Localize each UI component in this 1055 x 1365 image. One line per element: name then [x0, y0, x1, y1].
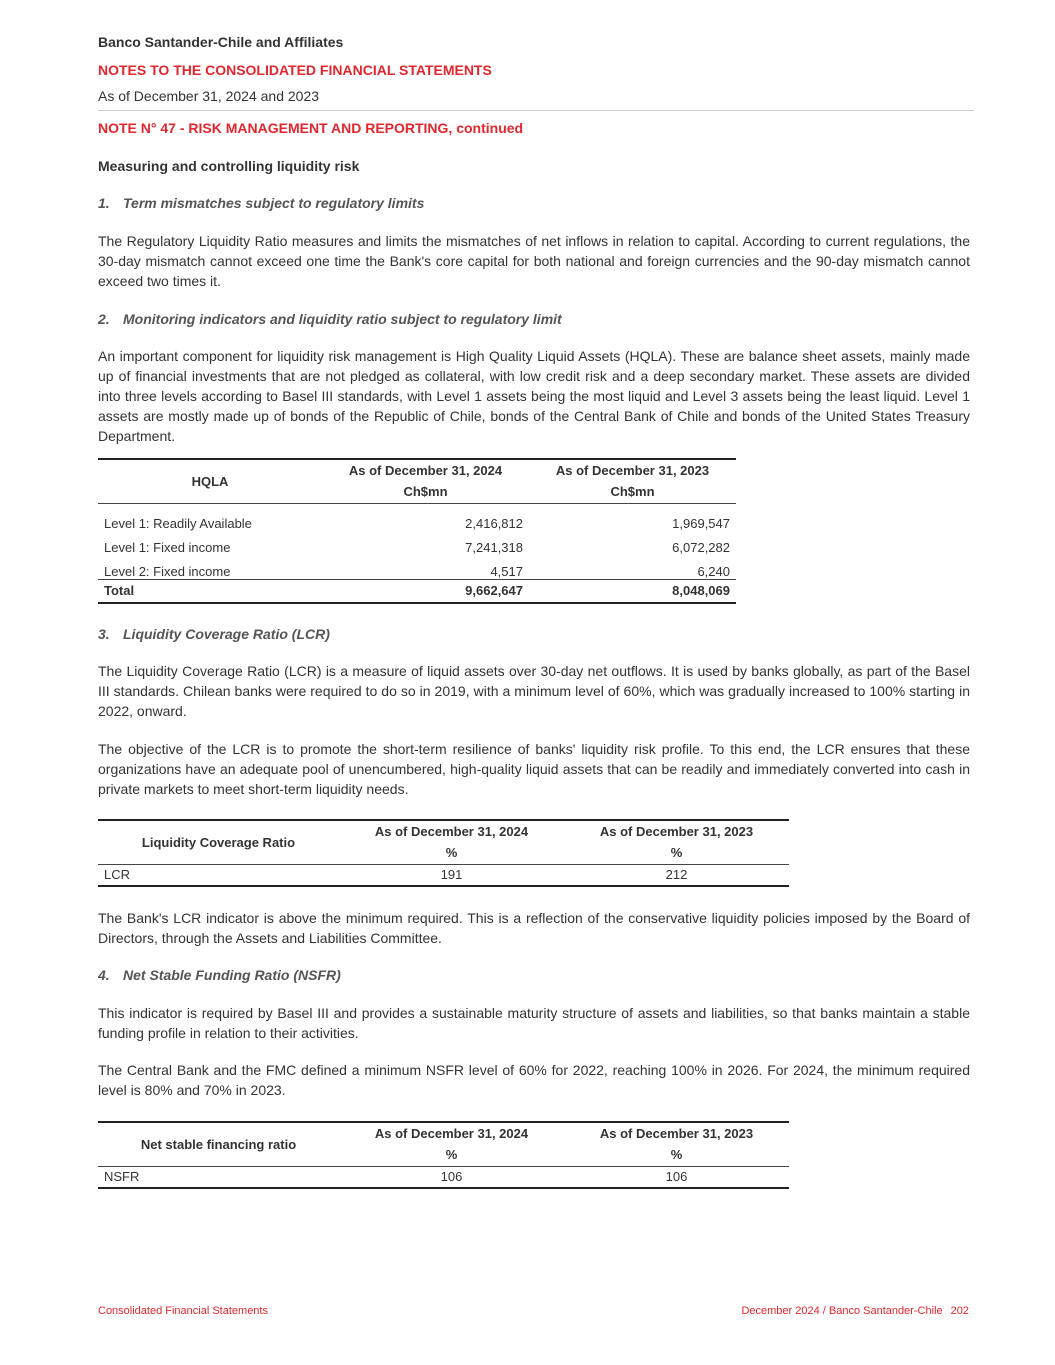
section-1-number: 1.	[98, 195, 110, 211]
lcr-unit-2024: %	[445, 845, 458, 861]
row-value-2024: 7,241,318	[465, 540, 523, 555]
row-value-2024: 4,517	[490, 563, 523, 579]
nsfr-row-label: NSFR	[104, 1169, 140, 1185]
hqla-col-2024: As of December 31, 2024	[348, 463, 503, 478]
lcr-value-2024: 191	[440, 867, 463, 883]
hqla-table	[98, 458, 736, 604]
table-row	[98, 531, 736, 555]
section-3-paragraph-1: The Liquidity Coverage Ratio (LCR) is a measure of liquid assets over 30-day net outflows. It is used by banks globally, as part of the Basel III standards. Chilean banks were required to do so in 2019, with a minimum level of 60%, which was gradually increased to 100% starting in 2022, onward.	[98, 663, 970, 719]
table-row	[98, 1166, 789, 1188]
section-2-title: Monitoring indicators and liquidity ratio subject to regulatory limit	[123, 311, 562, 327]
section-1-heading	[98, 193, 970, 213]
table-row	[98, 503, 736, 531]
nsfr-unit-2024: %	[445, 1147, 458, 1163]
lcr-row-label: LCR	[104, 867, 131, 883]
row-value-2023: 6,240	[697, 563, 730, 579]
hqla-col-2023: As of December 31, 2023	[555, 463, 710, 478]
hqla-unit-2024: Ch$mn	[403, 484, 448, 500]
footer-left: Consolidated Financial Statements	[98, 1305, 268, 1317]
footer-right-label: December 2024 / Banco Santander-Chile	[741, 1305, 943, 1317]
lcr-table	[98, 819, 789, 887]
section-4-title: Net Stable Funding Ratio (NSFR)	[123, 967, 341, 983]
section-3-title: Liquidity Coverage Ratio (LCR)	[123, 626, 330, 642]
nsfr-table	[98, 1121, 789, 1189]
nsfr-col-2023: As of December 31, 2023	[599, 1126, 754, 1141]
company-name: Banco Santander-Chile and Affiliates	[98, 34, 344, 50]
section-3-paragraph-3: The Bank's LCR indicator is above the minimum required. This is a reflection of the conservative liquidity policies imposed by the Board of Directors, through the Assets and Liabilities Committee.	[98, 910, 970, 946]
section-1-paragraph: The Regulatory Liquidity Ratio measures and limits the mismatches of net inflows in relation to capital. According to current regulations, the 30-day mismatch cannot exceed one time the Bank's core capital for both national and foreign currencies and the 90-day mismatch cannot exceed two times it.	[98, 233, 970, 289]
row-value-2024: 2,416,812	[465, 516, 523, 531]
section-4-paragraph-1: This indicator is required by Basel III and provides a sustainable maturity structure of assets and liabilities, so that banks maintain a stable funding profile in relation to their activities.	[98, 1005, 970, 1041]
hqla-header-label: HQLA	[98, 459, 322, 503]
section-1-title: Term mismatches subject to regulatory limits	[123, 195, 425, 211]
lcr-unit-2023: %	[670, 845, 683, 861]
section-2-paragraph: An important component for liquidity risk management is High Quality Liquid Assets (HQLA). These are balance sheet assets, mainly made up of financial investments that are not pledged as collateral, with low credit risk and a deep secondary market. These assets are divided into three levels according to Basel III standards, with Level 1 assets being the most liquid and Level 3 assets being the least liquid. Level 1 assets are mostly made up of bonds of the Republic of Chile, bonds of the Central Bank of Chile and bonds of the United States Treasury Department.	[98, 348, 970, 444]
page-number: 202	[950, 1305, 969, 1317]
nsfr-value-2024: 106	[440, 1169, 463, 1185]
section-3-number: 3.	[98, 626, 110, 642]
total-label: Total	[104, 583, 135, 599]
table-row	[98, 864, 789, 886]
row-label: Level 1: Readily Available	[104, 516, 252, 531]
nsfr-col-2024: As of December 31, 2024	[374, 1126, 529, 1141]
nsfr-header-label: Net stable financing ratio	[98, 1122, 339, 1166]
table-row	[98, 555, 736, 579]
section-heading: Measuring and controlling liquidity risk	[98, 158, 360, 174]
row-label: Level 2: Fixed income	[104, 563, 231, 579]
section-4-number: 4.	[98, 967, 110, 983]
as-of-date: As of December 31, 2024 and 2023	[98, 88, 320, 104]
section-4-paragraph-2: The Central Bank and the FMC defined a minimum NSFR level of 60% for 2022, reaching 100% in 2026. For 2024, the minimum required level is 80% and 70% in 2023.	[98, 1062, 970, 1098]
footer-right	[741, 1305, 969, 1317]
section-3-paragraph-2: The objective of the LCR is to promote the short-term resilience of banks' liquidity risk profile. To this end, the LCR ensures that these organizations have an adequate pool of unencumbered, high-quality liquid assets that can be readily and immediately converted into cash in private markets to meet short-term liquidity needs.	[98, 741, 970, 797]
lcr-value-2023: 212	[665, 867, 688, 883]
notes-title: NOTES TO THE CONSOLIDATED FINANCIAL STATEMENTS	[98, 62, 492, 78]
hqla-unit-2023: Ch$mn	[610, 484, 655, 500]
section-3-heading	[98, 624, 970, 644]
row-value-2023: 1,969,547	[672, 516, 730, 531]
lcr-header-label: Liquidity Coverage Ratio	[98, 820, 339, 864]
total-value-2023: 8,048,069	[672, 583, 730, 599]
section-2-heading	[98, 309, 970, 329]
note-title: NOTE N° 47 - RISK MANAGEMENT AND REPORTING, continued	[98, 120, 524, 136]
lcr-col-2023: As of December 31, 2023	[599, 824, 754, 839]
nsfr-unit-2023: %	[670, 1147, 683, 1163]
header-divider	[98, 110, 974, 111]
table-total-row	[98, 579, 736, 603]
total-value-2024: 9,662,647	[465, 583, 523, 599]
nsfr-value-2023: 106	[665, 1169, 688, 1185]
row-label: Level 1: Fixed income	[104, 540, 231, 555]
section-4-heading	[98, 965, 970, 985]
row-value-2023: 6,072,282	[672, 540, 730, 555]
lcr-col-2024: As of December 31, 2024	[374, 824, 529, 839]
section-2-number: 2.	[98, 311, 110, 327]
